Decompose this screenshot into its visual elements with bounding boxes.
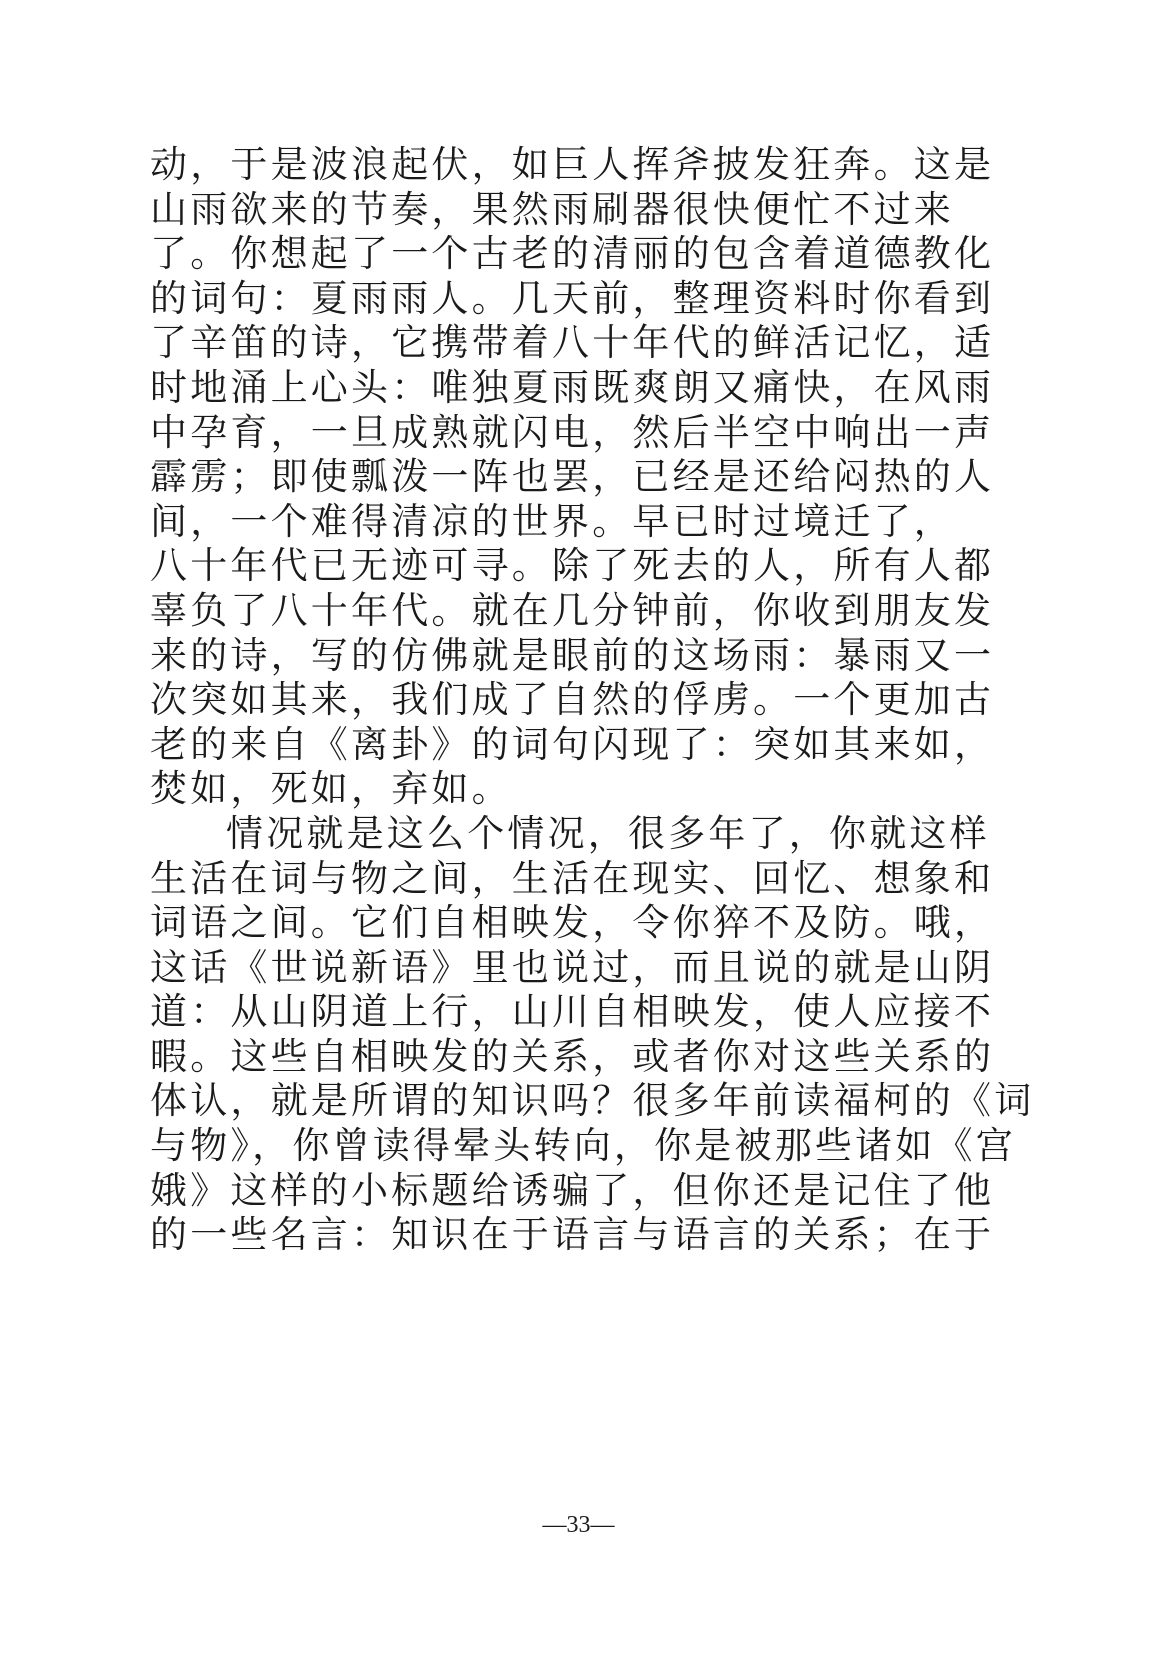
text-line: 词语之间。它们自相映发，令你猝不及防。哦， (150, 901, 995, 945)
text-line: 的一些名言：知识在于语言与语言的关系；在于 (150, 1213, 995, 1257)
text-line: 霹雳；即使瓢泼一阵也罢，已经是还给闷热的人 (150, 455, 995, 499)
body-text (150, 143, 1035, 1258)
text-line: 的词句：夏雨雨人。几天前，整理资料时你看到 (150, 276, 995, 320)
text-line: 与物》，你曾读得晕头转向，你是被那些诸如《宫 (150, 1124, 1016, 1168)
text-line: 暇。这些自相映发的关系，或者你对这些关系的 (150, 1034, 995, 1078)
text-line: 道：从山阴道上行，山川自相映发，使人应接不 (150, 990, 995, 1034)
text-line: 山雨欲来的节奏，果然雨刷器很快便忙不过来 (150, 187, 954, 231)
text-line: 时地涌上心头：唯独夏雨既爽朗又痛快，在风雨 (150, 365, 995, 409)
page-number: —33— (542, 1512, 615, 1538)
text-line: 中孕育，一旦成熟就闪电，然后半空中响出一声 (150, 410, 995, 454)
text-line: 来的诗，写的仿佛就是眼前的这场雨：暴雨又一 (150, 633, 995, 677)
text-line: 次突如其来，我们成了自然的俘虏。一个更加古 (150, 678, 995, 722)
text-line: 了。你想起了一个古老的清丽的包含着道德教化 (150, 232, 995, 276)
text-line: 娥》这样的小标题给诱骗了，但你还是记住了他 (150, 1168, 995, 1212)
text-line: 老的来自《离卦》的词句闪现了：突如其来如， (150, 722, 995, 766)
text-line: 间，一个难得清凉的世界。早已时过境迁了， (150, 499, 954, 543)
text-line: 焚如，死如，弃如。 (150, 767, 512, 811)
text-line: 这话《世说新语》里也说过，而且说的就是山阴 (150, 945, 995, 989)
text-line: 生活在词与物之间，生活在现实、回忆、想象和 (150, 856, 995, 900)
text-line: 体认，就是所谓的知识吗？很多年前读福柯的《词 (150, 1079, 1035, 1123)
text-line: 八十年代已无迹可寻。除了死去的人，所有人都 (150, 544, 995, 588)
text-line: 辜负了八十年代。就在几分钟前，你收到朋友发 (150, 588, 995, 632)
paragraph-start-line: 情况就是这么个情况，很多年了，你就这样 (226, 811, 990, 855)
text-line: 了辛笛的诗，它携带着八十年代的鲜活记忆，适 (150, 321, 995, 365)
text-line: 动，于是波浪起伏，如巨人挥斧披发狂奔。这是 (150, 143, 995, 186)
